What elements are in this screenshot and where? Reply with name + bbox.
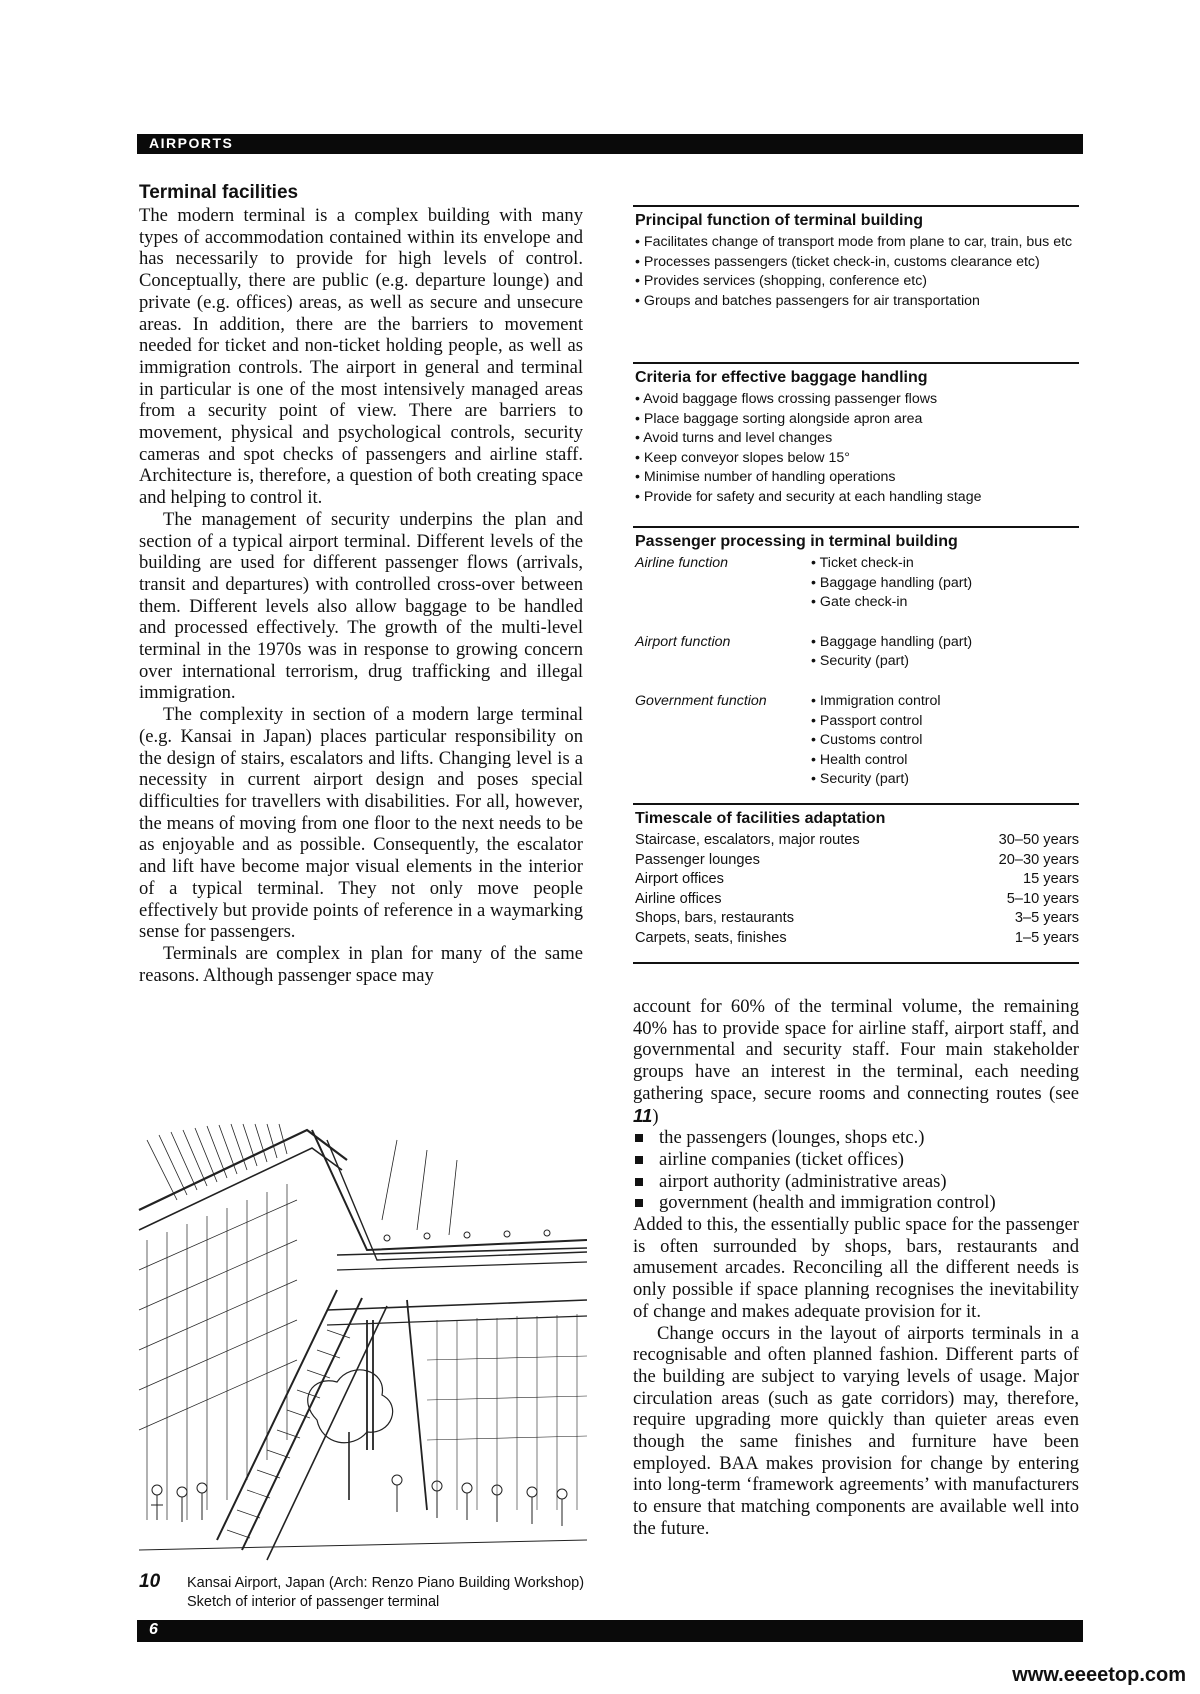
processing-item: • Baggage handling (part) [811,633,972,653]
paragraph [633,996,1079,1127]
processing-item: • Baggage handling (part) [811,574,972,594]
figure-number: 10 [139,1571,161,1592]
list-item: • Processes passengers (ticket check-in, customs clearance etc) [635,253,1079,273]
processing-item: • Health control [811,751,941,771]
timescale-years: 30–50 years [998,832,1079,848]
timescale-years: 3–5 years [1014,910,1079,927]
list-item: • Facilitates change of transport mode from plane to car, train, bus etc [635,233,1079,253]
box-title: Timescale of facilities adaptation [635,810,886,827]
terminal-sketch-illustration [137,1120,587,1564]
processing-item: • Security (part) [811,652,972,672]
list-item: • Provides services (shopping, conference etc) [635,272,1079,292]
timescale-item: Airport offices [635,871,724,888]
paragraph: The management of security underpins the plan and section of a typical airport terminal. Different levels of the building are used for different passenger flows (arrivals, transit and departures) with controlled cross-over between them. Different levels also allow baggage to be handled and processed effectively. The growth of the multi-level terminal in the 1970s was in response to growing concern over international terrorism, drug trafficking and illegal immigration. [139,508,583,704]
processing-item: • Passport control [811,712,941,732]
paragraph-text: account for 60% of the terminal volume, the remaining 40% has to provide space for airline staff, airport staff, and governmental and security staff. Four main stakeholder groups have an interest in the terminal, each needing gathering space, secure rooms and connecting routes (see [633,996,1079,1104]
paragraph: Change occurs in the layout of airports terminals in a recognisable and often planned fashion. Different parts of the building are subject to varying levels of usage. Major circulation areas (such as gate corridors) may, therefore, require upgrading more quickly than quieter areas even though the same finishes and furniture have been employed. BAA makes provision for change by entering into long-term ‘framework agreements’ with manufacturers to ensure that matching components are available well into the future. [633,1322,1079,1539]
timescale-row [635,890,1079,910]
section-title: Terminal facilities [139,182,299,203]
processing-row [635,692,1079,790]
timescale-years: 5–10 years [1006,890,1079,907]
timescale-box [633,803,1079,949]
processing-item: • Gate check-in [811,593,972,613]
timescale-row [635,870,1079,890]
passenger-processing-box [633,526,1079,790]
figure-reference: 11 [633,1104,653,1126]
processing-label: Airport function [635,633,731,650]
box-title: Criteria for effective baggage handling [635,369,928,386]
box-bottom-rule [633,962,1079,964]
watermark: www.eeeetop.com [1012,1664,1186,1686]
baggage-handling-box [633,362,1079,507]
section-header-label: AIRPORTS [149,135,234,151]
paragraph: Terminals are complex in plan for many of the same reasons. Although passenger space may [139,942,583,986]
page-number: 6 [149,1621,158,1638]
section-header-bar [137,134,1083,154]
processing-item: • Immigration control [811,692,941,712]
processing-label: Airline function [635,555,729,571]
processing-item: • Ticket check-in [811,554,972,574]
box-title: Principal function of terminal building [635,212,923,229]
processing-row [635,633,1079,672]
processing-label: Government function [635,692,767,709]
timescale-row [635,909,1079,929]
list-item: government (health and immigration control) [633,1192,1079,1214]
list-item: • Provide for safety and security at each handling stage [635,488,1079,508]
list-item: • Keep conveyor slopes below 15° [635,449,1079,469]
processing-item: • Security (part) [811,770,941,790]
list-item: • Avoid baggage flows crossing passenger flows [635,390,1079,410]
timescale-row [635,929,1079,949]
caption-line: Sketch of interior of passenger terminal [187,1594,440,1610]
list-item: the passengers (lounges, shops etc.) [633,1127,1079,1149]
paragraph-close: ) [652,1105,659,1127]
principal-function-box [633,205,1079,311]
box-title: Passenger processing in terminal building [635,533,958,550]
timescale-item: Staircase, escalators, major routes [635,832,860,848]
timescale-item: Shops, bars, restaurants [635,910,794,927]
processing-item: • Customs control [811,731,941,751]
paragraph: The modern terminal is a complex building with many types of accommodation contained within its envelope and has necessarily to provide for high levels of control. Conceptually, there are public (e.g. departure lounge) and private (e.g. offices) areas, as well as secure and unsecure areas. In addition, there are the barriers to movement needed for ticket and non-ticket holding people, as well as immigration controls. The airport in general and terminal in particular is one of the most intensively managed areas from a security point of view. There are barriers to movement, physical and psychological controls, security cameras and spot checks of passengers and airline staff. Architecture is, therefore, a question of both creating space and helping to control it. [139,205,583,509]
processing-row [635,554,1079,613]
list-item: • Place baggage sorting alongside apron area [635,410,1079,430]
paragraph: The complexity in section of a modern large terminal (e.g. Kansai in Japan) places particular responsibility on the design of stairs, escalators and lifts. Changing level is a necessity in current airport design and poses special difficulties for travellers with disabilities. For all, however, the means of moving from one floor to the next needs to be as enjoyable and as possible. Consequently, the escalator and lift have become major visual elements in the interior of a typical terminal. They not only move people effectively but provide points of reference in a waymarking sense for passengers. [139,704,583,943]
caption-line: Kansai Airport, Japan (Arch: Renzo Piano Building Workshop) [187,1575,585,1591]
timescale-item: Carpets, seats, finishes [635,929,787,946]
page-footer-bar [137,1620,1083,1642]
list-item: • Avoid turns and level changes [635,429,1079,449]
timescale-item: Passenger lounges [635,851,760,868]
paragraph: Added to this, the essentially public space for the passenger is often surrounded by shops, bars, restaurants and amusement arcades. Reconciling all the different needs is only possible if space planning recognises the inevitability of change and makes adequate provision for it. [633,1214,1079,1322]
timescale-years: 15 years [1023,871,1079,888]
left-body-text [139,205,583,986]
timescale-years: 1–5 years [1014,929,1079,946]
list-item: airport authority (administrative areas) [633,1171,1079,1193]
terminal-sketch-figure [137,1120,587,1564]
list-item: • Groups and batches passengers for air transportation [635,292,1079,312]
right-column [633,996,1079,1540]
timescale-item: Airline offices [635,890,722,907]
timescale-years: 20–30 years [998,851,1079,868]
list-item: airline companies (ticket offices) [633,1149,1079,1171]
stakeholder-list [633,1127,1079,1214]
left-column [139,182,583,986]
timescale-row [635,851,1079,871]
timescale-row [635,831,1079,851]
list-item: • Minimise number of handling operations [635,468,1079,488]
figure-caption [139,1571,599,1612]
